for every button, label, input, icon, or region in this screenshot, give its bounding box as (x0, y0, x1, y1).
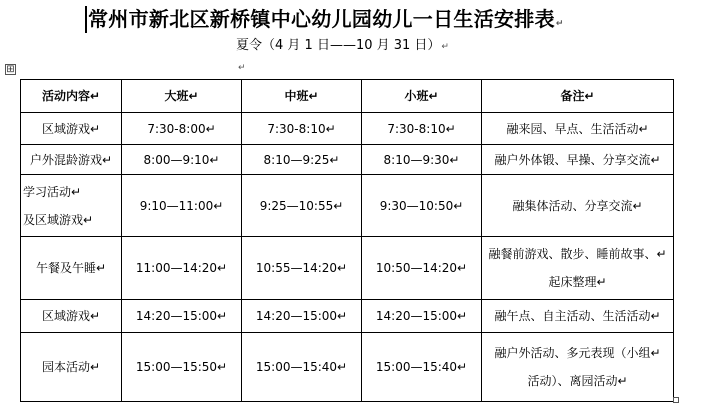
time-text: 10:50—14:20↵ (375, 261, 468, 275)
time-text: 15:00—15:40↵ (375, 360, 468, 374)
activity-text: 户外混龄游戏↵ (29, 152, 113, 167)
time-text: 7:30-8:10↵ (387, 121, 456, 136)
note-text: 融户外活动、多元表现（小组↵ (494, 346, 661, 360)
text-cursor (85, 6, 87, 33)
time-cell-middle (242, 113, 362, 145)
subtitle-text: 夏令（4 月 1 日——10 月 31 日） (236, 38, 441, 53)
column-header-label: 大班↵ (164, 89, 199, 103)
column-header (242, 80, 362, 113)
note-cell (482, 333, 674, 402)
title-text: 常州市新北区新桥镇中心幼儿园幼儿一日生活安排表 (88, 7, 555, 31)
time-cell-big (122, 175, 242, 237)
activity-cell (21, 300, 122, 333)
table-row (21, 300, 674, 333)
column-header-label: 活动内容↵ (41, 89, 101, 103)
activity-text: 区域游戏↵ (41, 121, 101, 136)
time-text: 8:10—9:30↵ (383, 152, 460, 167)
activity-text: 学习活动↵ (23, 184, 82, 199)
time-text: 9:10—11:00↵ (139, 198, 224, 213)
activity-text: 午餐及午睡↵ (35, 261, 107, 275)
time-cell-middle (242, 175, 362, 237)
activity-cell (21, 333, 122, 402)
column-header (482, 80, 674, 113)
paragraph-mark-icon: ↵ (441, 42, 449, 52)
time-text: 7:30-8:00↵ (147, 121, 216, 136)
note-cell (482, 113, 674, 145)
activity-text: 及区域游戏↵ (23, 212, 94, 227)
time-cell-big (122, 333, 242, 402)
activity-cell (21, 175, 122, 237)
table-resize-handle[interactable] (673, 397, 679, 403)
table-header-row (21, 80, 674, 113)
activity-text: 区域游戏↵ (41, 309, 101, 323)
column-header-label: 中班↵ (284, 89, 319, 103)
time-cell-middle (242, 145, 362, 175)
time-cell-big (122, 300, 242, 333)
time-cell-middle (242, 300, 362, 333)
time-cell-small (362, 175, 482, 237)
paragraph-mark-icon: ↵ (238, 63, 246, 73)
time-text: 15:00—15:50↵ (135, 360, 228, 374)
note-text: 融户外体锻、早操、分享交流↵ (494, 152, 661, 167)
paragraph-mark-icon: ↵ (555, 19, 564, 29)
time-text: 14:20—15:00↵ (255, 309, 348, 323)
note-cell (482, 300, 674, 333)
note-cell (482, 145, 674, 175)
activity-cell (21, 113, 122, 145)
column-header-label: 小班↵ (404, 89, 439, 103)
activity-cell (21, 145, 122, 175)
time-text: 14:20—15:00↵ (375, 309, 468, 323)
note-text: 融来园、早点、生活活动↵ (506, 121, 649, 136)
time-text: 14:20—15:00↵ (135, 309, 228, 323)
time-text: 8:10—9:25↵ (263, 152, 340, 167)
time-cell-big (122, 145, 242, 175)
note-text: 融集体活动、分享交流↵ (512, 198, 643, 213)
table-row (21, 145, 674, 175)
time-text: 11:00—14:20↵ (135, 261, 228, 275)
time-text: 7:30-8:10↵ (267, 121, 336, 136)
note-text: 起床整理↵ (548, 275, 607, 289)
time-cell-big (122, 237, 242, 300)
time-cell-small (362, 300, 482, 333)
column-header (122, 80, 242, 113)
activity-text: 园本活动↵ (41, 360, 101, 374)
note-text: 融餐前游戏、散步、睡前故事、↵ (488, 247, 667, 261)
table-row (21, 333, 674, 402)
activity-cell (21, 237, 122, 300)
column-header (362, 80, 482, 113)
note-text: 活动）、离园活动↵ (527, 374, 628, 388)
time-text: 8:00—9:10↵ (143, 152, 220, 167)
note-text: 融午点、自主活动、生活活动↵ (494, 309, 661, 323)
time-cell-middle (242, 237, 362, 300)
time-text: 9:25—10:55↵ (259, 198, 344, 213)
column-header-label: 备注↵ (560, 89, 595, 103)
schedule-table (20, 79, 674, 402)
table-row (21, 113, 674, 145)
time-cell-small (362, 145, 482, 175)
table-row (21, 237, 674, 300)
note-cell (482, 237, 674, 300)
time-cell-small (362, 333, 482, 402)
time-cell-small (362, 237, 482, 300)
page-subtitle (236, 36, 449, 56)
table-move-handle-icon[interactable]: ⊞ (6, 64, 15, 75)
table-row (21, 175, 674, 237)
column-header (21, 80, 122, 113)
time-cell-small (362, 113, 482, 145)
time-text: 9:30—10:50↵ (379, 198, 464, 213)
page-title (88, 5, 608, 33)
time-cell-middle (242, 333, 362, 402)
time-cell-big (122, 113, 242, 145)
time-text: 10:55—14:20↵ (255, 261, 348, 275)
time-text: 15:00—15:40↵ (255, 360, 348, 374)
note-cell (482, 175, 674, 237)
